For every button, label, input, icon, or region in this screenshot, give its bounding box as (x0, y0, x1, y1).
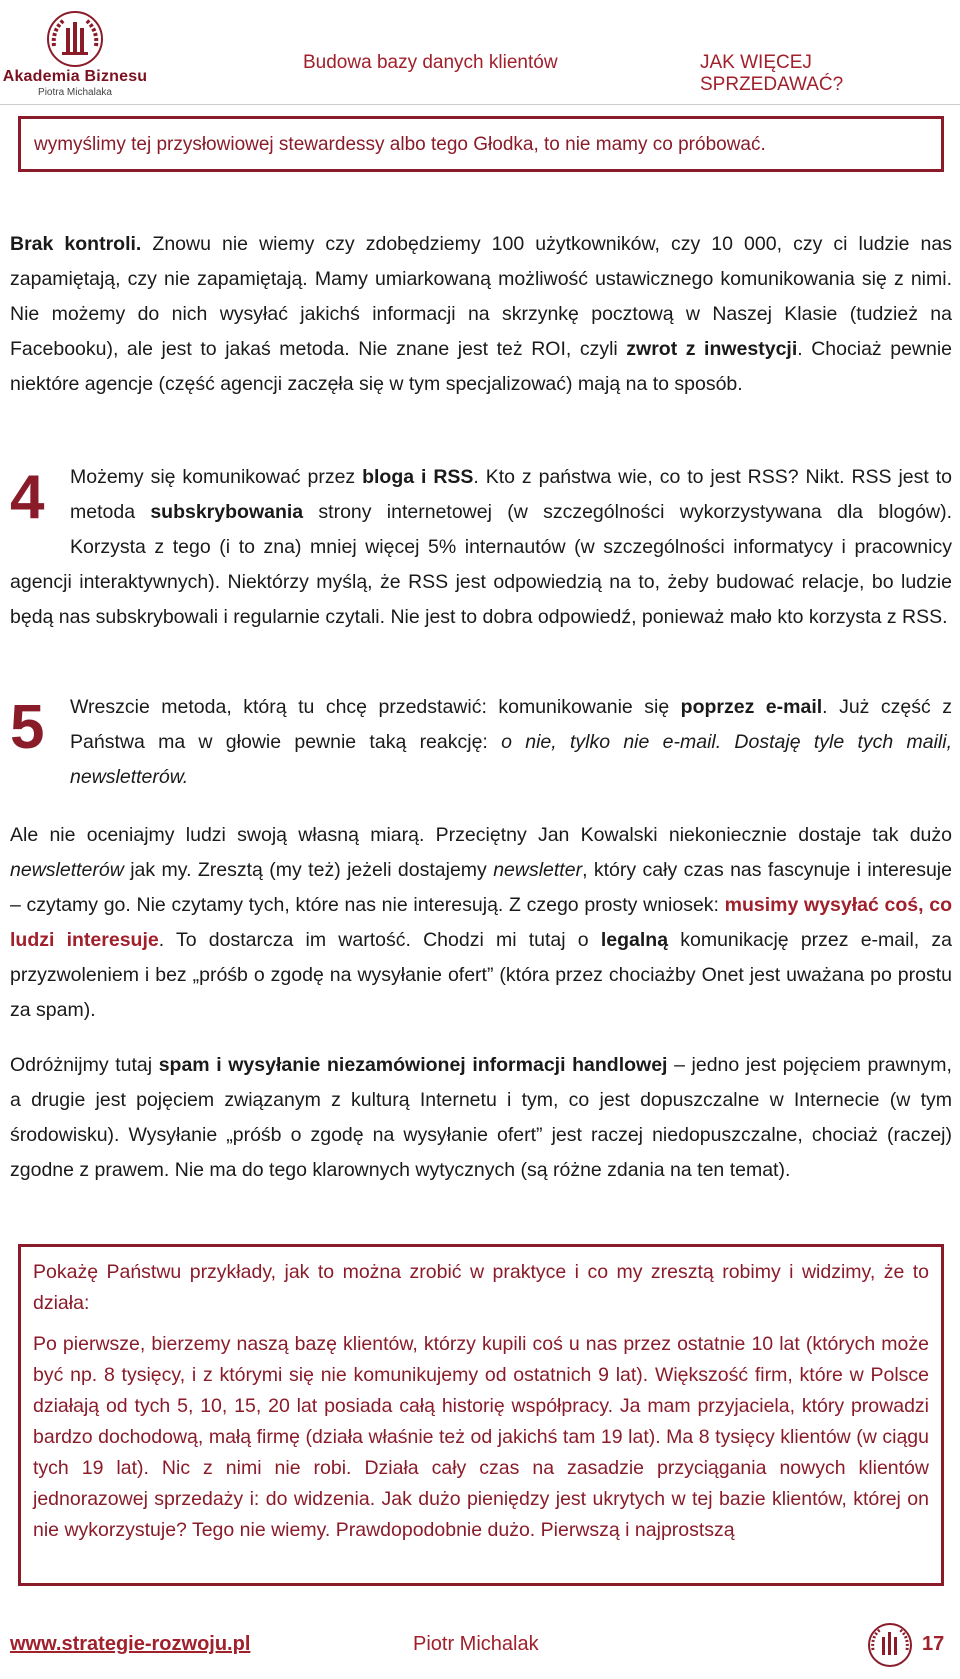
text-span: Znowu nie wiemy czy zdobędziemy 100 użytkowników, czy 10 000, czy ci ludzie nas zapamiętają, czy nie zapamiętają. Mamy umiarkowaną możliwość ustawicznego komunikowania się z nimi. Nie możemy do nich wysyłać jakichś informacji na skrzynkę pocztową w Naszej Klasie (tudzież na Facebooku), ale jest to jakaś metoda. Nie znane jest też ROI, czyli (10, 233, 952, 360)
header-divider (0, 104, 960, 105)
text-span: Odróżnijmy tutaj (10, 1054, 159, 1076)
text-span: . Już część z Państwa ma w głowie pewnie taką reakcję: (70, 696, 952, 753)
italic-span: newsletterów (10, 859, 124, 881)
page-header (0, 0, 960, 110)
section-number: 4 (10, 463, 45, 532)
red-bold-span: musimy wysyłać coś, co ludzi interesuje (10, 894, 952, 951)
text-span: Wreszcie metoda, którą tu chcę przedstawić: komunikowanie się (70, 696, 681, 718)
examples-intro: Pokażę Państwu przykłady, jak to można zrobić w praktyce i co my zresztą robimy i widzimy, że to działa: (33, 1261, 929, 1314)
text-span: – jedno jest pojęciem prawnym, a drugie jest pojęciem związanym z kulturą Internetu i tym, co jest dopuszczalne w Internecie (w tym środowisku). Wysyłanie „próśb o zgodę na wysyłanie ofert” jest raczej niedopuszczalne, chociaż (raczej) zgodne z prawem. Nie ma do tego klarownych wytycznych (są różne zdania na ten temat). (10, 1054, 952, 1181)
bold-roi: zwrot z inwestycji (626, 338, 798, 360)
paragraph-section-4 (10, 460, 952, 635)
footer-author: Piotr Michalak (413, 1633, 539, 1655)
paragraph-brak-kontroli (10, 227, 952, 402)
text-span: . Kto z państwa wie, co to jest RSS? Nikt. RSS jest to metoda (70, 466, 952, 523)
bold-span: spam i wysyłanie niezamówionej informacji handlowej (158, 1054, 668, 1076)
text-span: komunikację przez e-mail, za przyzwoleniem i bez „próśb o zgodę na wysyłanie ofert” (która przez chociażby Onet jest uważana po prostu za spam). (10, 929, 952, 1021)
text-span: jak my. Zresztą (my też) jeżeli dostajemy (123, 859, 494, 881)
paragraph-miara (10, 818, 952, 1028)
logo-subtitle: Piotra Michalaka (38, 87, 112, 98)
highlight-box-examples (18, 1244, 944, 1586)
section-number: 5 (10, 693, 45, 762)
footer-emblem-icon (865, 1620, 915, 1670)
website-link[interactable]: www.strategie-rozwoju.pl (10, 1633, 251, 1655)
text-span: , który cały czas nas fascynuje i interesuje – czytamy go. Nie czytamy tych, które nas nie interesują. Z czego prosty wniosek: (10, 859, 952, 916)
header-section-title: Budowa bazy danych klientów (303, 52, 558, 73)
bold-span: poprzez e-mail (680, 696, 823, 718)
italic-span: o nie, tylko nie e-mail. Dostaję tyle tych maili, newsletterów. (70, 731, 952, 788)
header-book-title: JAK WIĘCEJ SPRZEDAWAĆ? (700, 52, 844, 95)
paragraph-spam (10, 1048, 952, 1188)
highlight-box-text: wymyślimy tej przysłowiowej stewardessy albo tego Głodka, to nie mamy co próbować. (34, 134, 766, 155)
logo-name: Akademia Biznesu (2, 68, 148, 85)
paragraph-section-5 (10, 690, 952, 795)
bold-span: subskrybowania (150, 501, 304, 523)
bold-span: bloga i RSS (362, 466, 474, 488)
examples-body: Po pierwsze, bierzemy naszą bazę klientów, którzy kupili coś u nas przez ostatnie 10 lat (których może być np. 8 tysięcy, i z którymi się nie komunikujemy od ostatnich 9 lat). Większość firm, które w Polsce działają od tych 5, 10, 15, 20 lat posiada całą historię współpracy. Ja mam przyjaciela, który prowadzi bardzo dochodową, małą firmę (działa właśnie też od jakichś tam 19 lat). Ma 8 tysięcy klientów (w ciągu tych 19 lat). Nic z nimi nie robi. Działa cały czas na zasadzie przyciągania nowych klientów jednorazowej sprzedaży i: do widzenia. Jak dużo pieniędzy jest ukrytych w tej bazie klientów, której on nie wykorzystuje? Tego nie wiemy. Prawdopodobnie dużo. Pierwszą i najprostszą (33, 1333, 929, 1541)
text-span: strony internetowej (w szczególności wykorzystywana dla blogów). Korzysta z tego (i to zna) mniej więcej 5% internautów (w szczególności informatycy i pracownicy agencji interaktywnych). Niektórzy myślą, że RSS jest odpowiedzią na to, żeby budować relacje, bo ludzie będą nas subskrybowali i regularnie czytali. Nie jest to dobra odpowiedź, ponieważ mało kto korzysta z RSS. (10, 501, 952, 628)
page-footer (0, 1620, 960, 1679)
text-span: . To dostarcza im wartość. Chodzi mi tutaj o (158, 929, 601, 951)
laurel-emblem-icon (44, 8, 106, 70)
bold-span: legalną (600, 929, 669, 951)
text-span: . Chociaż pewnie niektóre agencje (część agencji zaczęła się w tym specjalizować) mają na to sposób. (10, 338, 953, 395)
text-span: Ale nie oceniajmy ludzi swoją własną miarą. Przeciętny Jan Kowalski niekoniecznie dostaje tak dużo (10, 824, 952, 846)
text-span: Możemy się komunikować przez (70, 466, 363, 488)
italic-span: newsletter (493, 859, 583, 881)
highlight-box-top (18, 116, 944, 172)
page-number: 17 (922, 1633, 945, 1655)
akademia-biznesu-logo (0, 8, 150, 103)
bold-lead: Brak kontroli. (10, 233, 142, 255)
